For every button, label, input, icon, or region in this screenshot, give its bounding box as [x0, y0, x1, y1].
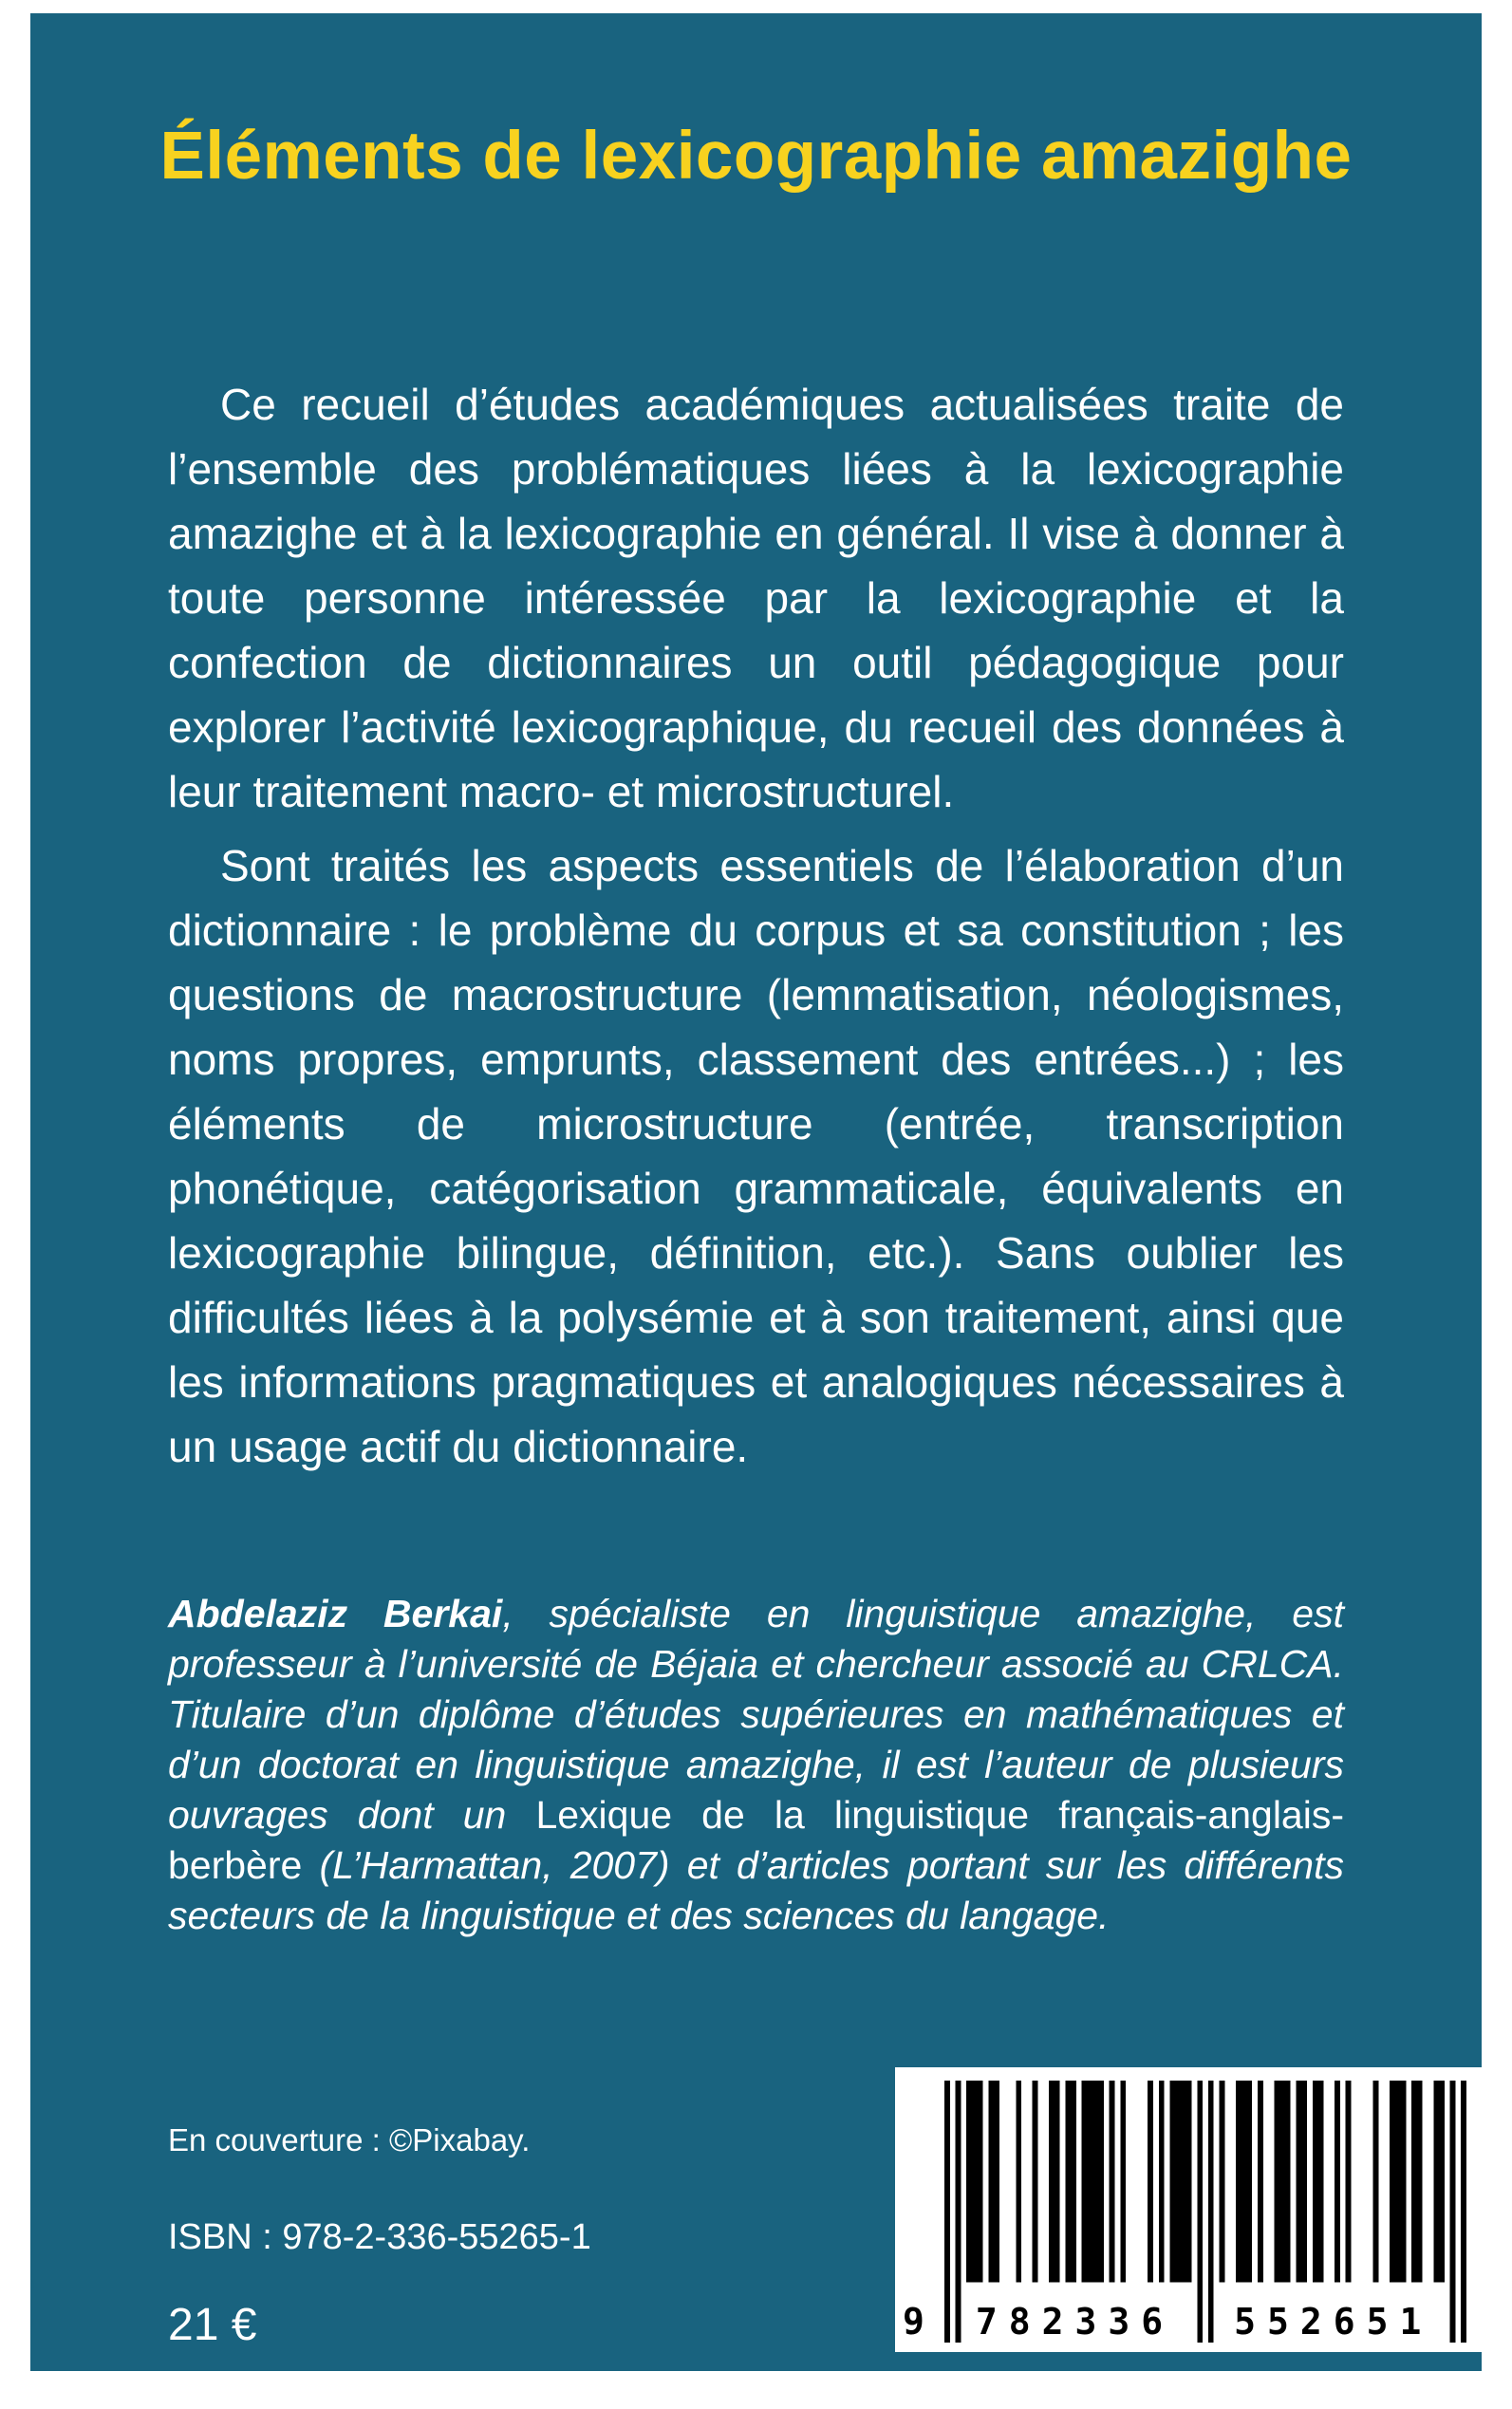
- barcode-bars: [944, 2081, 1466, 2343]
- isbn: ISBN : 978-2-336-55265-1: [168, 2217, 591, 2257]
- bio-text-2: (L’Harmattan, 2007) et d’articles portant sur les différents secteurs de la linguistique et des sciences du langage.: [168, 1843, 1344, 1938]
- bio-text-1: , spécialiste en linguistique amazighe, est professeur à l’université de Béjaia et chercheur associé au CRLCA. Titulaire d’un diplôme d’études supérieures en mathématiques et d’un doctorat en linguistique amazighe, il est l’auteur de plusieurs ouvrages dont un: [168, 1592, 1344, 1838]
- price: 21 €: [168, 2300, 257, 2350]
- book-back-cover: [30, 13, 1482, 2371]
- referenced-book-title: Lexique de la linguistique français-anglais-berbère: [168, 1793, 1344, 1888]
- barcode-digits-right: 552651: [1234, 2301, 1433, 2343]
- barcode: [895, 2067, 1482, 2352]
- synopsis: [168, 372, 1344, 1479]
- author-bio: [168, 1589, 1344, 1941]
- cover-credit: En couverture : ©Pixabay.: [168, 2122, 531, 2157]
- synopsis-paragraph-1: Ce recueil d’études académiques actualisées traite de l’ensemble des problématiques liées à la lexicographie amazighe et à la lexicographie en général. Il vise à donner à toute personne intéressée par la lexicographie et la confection de dictionnaires un outil pédagogique pour explorer l’activité lexicographique, du recueil des données à leur traitement macro- et microstructurel.: [168, 380, 1344, 817]
- book-title: Éléments de lexicographie amazighe: [159, 119, 1353, 194]
- barcode-digits-left: 782336: [975, 2301, 1175, 2343]
- barcode-digit-first: 9: [903, 2301, 924, 2343]
- author-name: Abdelaziz Berkai: [168, 1592, 503, 1636]
- synopsis-paragraph-2: Sont traités les aspects essentiels de l’élaboration d’un dictionnaire : le problème du corpus et sa constitution ; les questions de macrostructure (lemmatisation, néologismes, noms propres, emprunts, classement des entrées...) ; les éléments de microstructure (entrée, transcription phonétique, catégorisation grammaticale, équivalents en lexicographie bilingue, définition, etc.). Sans oublier les difficultés liées à la polysémie et à son traitement, ainsi que les informations pragmatiques et analogiques nécessaires à un usage actif du dictionnaire.: [168, 841, 1344, 1472]
